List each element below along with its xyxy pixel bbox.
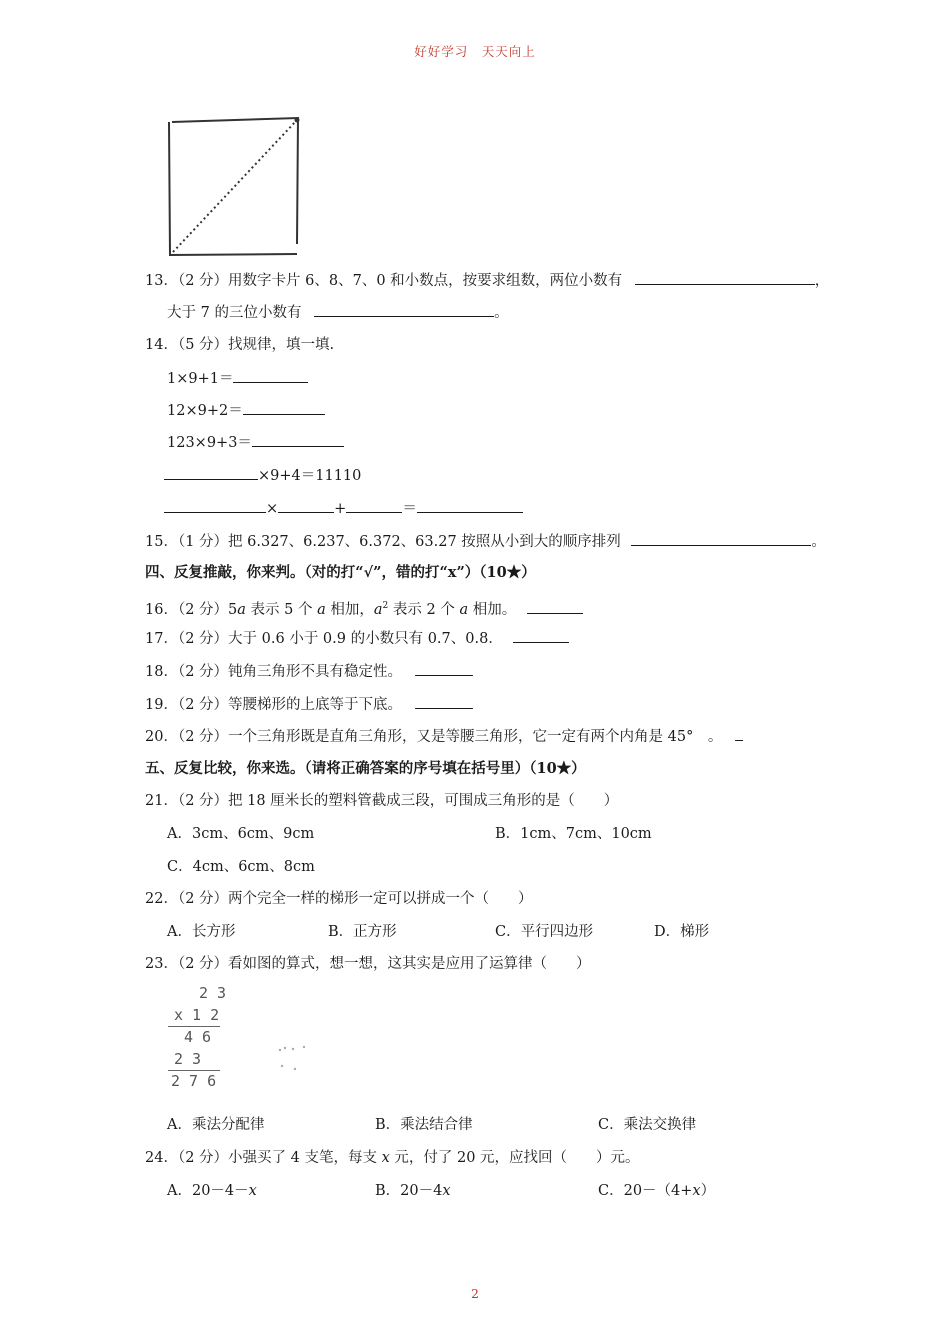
q14-blank-3[interactable] — [252, 432, 344, 447]
calc-row-4: 2 3 — [174, 1050, 202, 1068]
calc-line-1 — [168, 1026, 220, 1027]
q19-text: 19．（2 分）等腰梯形的上底等于下底。 — [145, 697, 403, 713]
q14-eq5-plus: + — [334, 501, 347, 517]
q16-number: 16．（2 分） — [145, 601, 229, 618]
calc-row-5: 2 7 6 — [171, 1072, 217, 1090]
q16-blank[interactable] — [527, 599, 583, 614]
q14-eq5-times: × — [266, 501, 279, 517]
q24-a-text: A．20－4－ — [167, 1183, 249, 1199]
q22-text: 22．（2 分）两个完全一样的梯形一定可以拼成一个（ ） — [145, 891, 533, 907]
q16-superscript: 2 — [382, 601, 389, 611]
q14-blank-4[interactable] — [164, 465, 258, 480]
square-diagonal-figure — [160, 112, 310, 260]
q14-equation-1 — [167, 368, 308, 389]
q14-title: 14．（5 分）找规律，填一填. — [145, 337, 335, 353]
q14-eq2-text: 12×9+2＝ — [167, 403, 243, 419]
q24-option-b[interactable] — [375, 1181, 451, 1201]
q21-option-a[interactable]: A．3cm、6cm、9cm — [167, 826, 315, 842]
q20-text: 20．（2 分）一个三角形既是直角三角形，又是等腰三角形，它一定有两个内角是 45° 。 — [145, 729, 723, 745]
q17-text: 17．（2 分）大于 0.6 小于 0.9 的小数只有 0.7、0.8． — [145, 631, 503, 647]
question-13 — [145, 270, 829, 291]
q14-equation-3 — [167, 432, 344, 453]
q14-blank-2[interactable] — [243, 400, 325, 415]
q22-option-a[interactable]: A．长方形 — [167, 924, 236, 940]
q16-part: 相加， — [325, 601, 374, 618]
question-24 — [145, 1148, 640, 1168]
q16-var: a — [317, 601, 326, 618]
q24-text-2: 元，付了 20 元，应找回（ ）元。 — [389, 1150, 640, 1166]
q22-option-b[interactable]: B．正方形 — [328, 924, 397, 940]
q15-blank[interactable] — [631, 531, 811, 546]
q16-var: a — [459, 601, 469, 618]
question-18 — [145, 661, 473, 682]
q14-blank-5b[interactable] — [278, 498, 334, 513]
q16-var: a — [237, 601, 246, 618]
question-13-line-2 — [167, 302, 509, 323]
q13-blank-1[interactable] — [635, 270, 815, 285]
q16-part: 表示 2 个 — [388, 601, 460, 618]
q14-blank-5c[interactable] — [346, 498, 402, 513]
q14-eq5-equals: ＝ — [402, 501, 417, 517]
q14-equation-4 — [164, 465, 361, 486]
q15-end: 。 — [811, 534, 826, 550]
q13-comma: ， — [814, 273, 830, 289]
q24-option-c[interactable] — [598, 1181, 715, 1201]
q15-text: 15．（1 分）把 6.327、6.237、6.372、63.27 按照从小到大的顺序排列 — [145, 534, 621, 550]
q22-option-c[interactable]: C．平行四边形 — [495, 924, 594, 940]
q13-text-2: 大于 7 的三位小数有 — [167, 305, 302, 321]
q16-part: 相加。 — [468, 601, 517, 618]
question-17 — [145, 628, 569, 649]
question-20 — [145, 726, 743, 747]
question-16 — [145, 596, 583, 620]
question-19 — [145, 694, 473, 715]
q14-eq3-text: 123×9+3＝ — [167, 435, 252, 451]
calc-row-2: x 1 2 — [174, 1006, 220, 1024]
q24-c-text: C．20－（4+ — [598, 1183, 693, 1199]
q13-end: 。 — [494, 305, 509, 321]
q13-blank-2[interactable] — [314, 302, 494, 317]
q24-c-var: x — [692, 1183, 701, 1199]
q24-b-text: B．20－4 — [375, 1183, 443, 1199]
q14-blank-1[interactable] — [233, 368, 308, 383]
q22-option-d[interactable]: D．梯形 — [654, 924, 710, 940]
q24-c-text-2: ） — [700, 1183, 716, 1199]
q14-equation-5 — [164, 498, 523, 519]
section-4-heading: 四、反复推敲，你来判。（对的打“√”，错的打“x”）（10★） — [145, 564, 536, 581]
q16-part: 表示 5 个 — [245, 601, 318, 618]
q14-blank-5a[interactable] — [164, 498, 266, 513]
page-header: 好好学习 天天向上 — [414, 44, 536, 59]
q14-blank-5d[interactable] — [417, 498, 523, 513]
q14-eq4-text: ×9+4＝11110 — [258, 468, 362, 484]
q14-eq1-text: 1×9+1＝ — [167, 371, 234, 387]
q21-text: 21．（2 分）把 18 厘米长的塑料管截成三段，可围成三角形的是（ ） — [145, 793, 619, 809]
q13-text: 13．（2 分）用数字卡片 6、8、7、0 和小数点，按要求组数，两位小数有 — [145, 273, 623, 289]
page-number: 2 — [471, 1286, 479, 1301]
q21-option-b[interactable]: B．1cm、7cm、10cm — [495, 826, 652, 842]
q23-option-c[interactable]: C．乘法交换律 — [598, 1117, 697, 1133]
faint-marks-icon — [276, 1044, 312, 1074]
question-15 — [145, 531, 826, 552]
q18-text: 18．（2 分）钝角三角形不具有稳定性。 — [145, 664, 403, 680]
calc-line-2 — [168, 1070, 220, 1071]
q24-text: 24．（2 分）小强买了 4 支笔，每支 — [145, 1150, 382, 1166]
q20-blank[interactable] — [735, 726, 743, 741]
q21-option-c[interactable]: C．4cm、6cm、8cm — [167, 859, 315, 875]
q17-blank[interactable] — [513, 628, 569, 643]
multiplication-figure — [166, 984, 326, 1104]
calc-row-1: 2 3 — [199, 984, 227, 1002]
calc-row-3: 4 6 — [184, 1028, 212, 1046]
q16-part: 5 — [228, 601, 238, 618]
q24-b-var: x — [442, 1183, 451, 1199]
q23-option-a[interactable]: A．乘法分配律 — [167, 1117, 265, 1133]
q24-var: x — [381, 1150, 390, 1166]
q24-a-var: x — [248, 1183, 257, 1199]
q23-text: 23．（2 分）看如图的算式，想一想，这其实是应用了运算律（ ） — [145, 956, 591, 972]
q24-option-a[interactable] — [167, 1181, 257, 1201]
q14-equation-2 — [167, 400, 325, 421]
q18-blank[interactable] — [415, 661, 473, 676]
q23-option-b[interactable]: B．乘法结合律 — [375, 1117, 473, 1133]
q16-var: a — [373, 601, 383, 618]
q19-blank[interactable] — [415, 694, 473, 709]
section-5-heading: 五、反复比较，你来选。（请将正确答案的序号填在括号里）（10★） — [145, 760, 586, 777]
